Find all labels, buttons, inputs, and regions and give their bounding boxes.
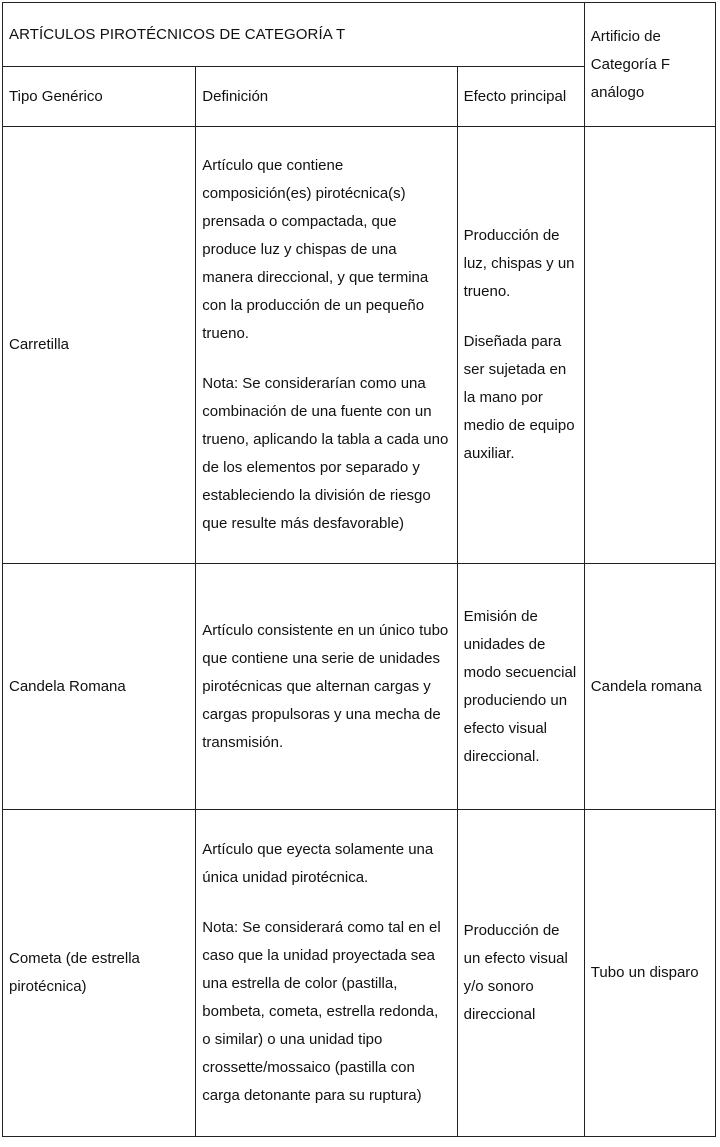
category-t-header: ARTÍCULOS PIROTÉCNICOS DE CATEGORÍA T xyxy=(3,3,585,67)
categoria-f-cell xyxy=(584,127,715,564)
categoria-f-cell: Tubo un disparo xyxy=(584,810,715,1137)
table-row xyxy=(3,564,716,810)
efecto-text: Emisión de unidades de modo secuencial produciendo un efecto visual direccional. xyxy=(463,607,577,765)
tipo-cell: Cometa (de estrella pirotécnica) xyxy=(3,810,196,1137)
definicion-cell xyxy=(196,564,457,810)
definicion-text: Artículo consistente en un único tubo que contiene una serie de unidades pirotécnicas que alternan cargas y cargas propulsoras y una mecha de transmisión. xyxy=(202,621,449,751)
efecto-cell xyxy=(457,127,584,564)
table-row xyxy=(3,127,716,564)
definicion-cell xyxy=(196,810,457,1137)
definicion-text: Artículo que contiene composición(es) pirotécnica(s) prensada o compactada, que produce luz y chispas de una manera direccional, y que termina con la producción de un pequeño trueno. xyxy=(202,157,429,342)
table-row xyxy=(3,810,716,1137)
efecto-cell xyxy=(457,564,584,810)
tipo-cell: Candela Romana xyxy=(3,564,196,810)
definicion-cell xyxy=(196,127,457,564)
column-header-tipo: Tipo Genérico xyxy=(3,67,196,127)
category-f-header: Artificio de Categoría F análogo xyxy=(584,3,715,127)
efecto-text: Producción de luz, chispas y un trueno. xyxy=(463,227,575,300)
efecto-text: Producción de un efecto visual y/o sonoro direccional xyxy=(463,922,568,1023)
pyrotechnic-articles-table xyxy=(2,2,716,1137)
categoria-f-cell: Candela romana xyxy=(584,564,715,810)
efecto-note: Diseñada para ser sujetada en la mano por medio de equipo auxiliar. xyxy=(463,333,575,462)
definicion-note: Nota: Se considerarían como una combinación de una fuente con un trueno, aplicando la tabla a cada uno de los elementos por separado y estableciendo la división de riesgo que resulte más desfavorable) xyxy=(202,375,449,532)
definicion-note: Nota: Se considerará como tal en el caso que la unidad proyectada sea una estrella de color (pastilla, bombeta, cometa, estrella redonda, o similar) o una unidad tipo crossette/mossaico (pastilla con carga detonante para su ruptura) xyxy=(202,919,441,1104)
column-header-definicion: Definición xyxy=(196,67,457,127)
definicion-text: Artículo que eyecta solamente una única unidad pirotécnica. xyxy=(202,841,434,886)
efecto-cell xyxy=(457,810,584,1137)
column-header-efecto: Efecto principal xyxy=(457,67,584,127)
tipo-cell: Carretilla xyxy=(3,127,196,564)
